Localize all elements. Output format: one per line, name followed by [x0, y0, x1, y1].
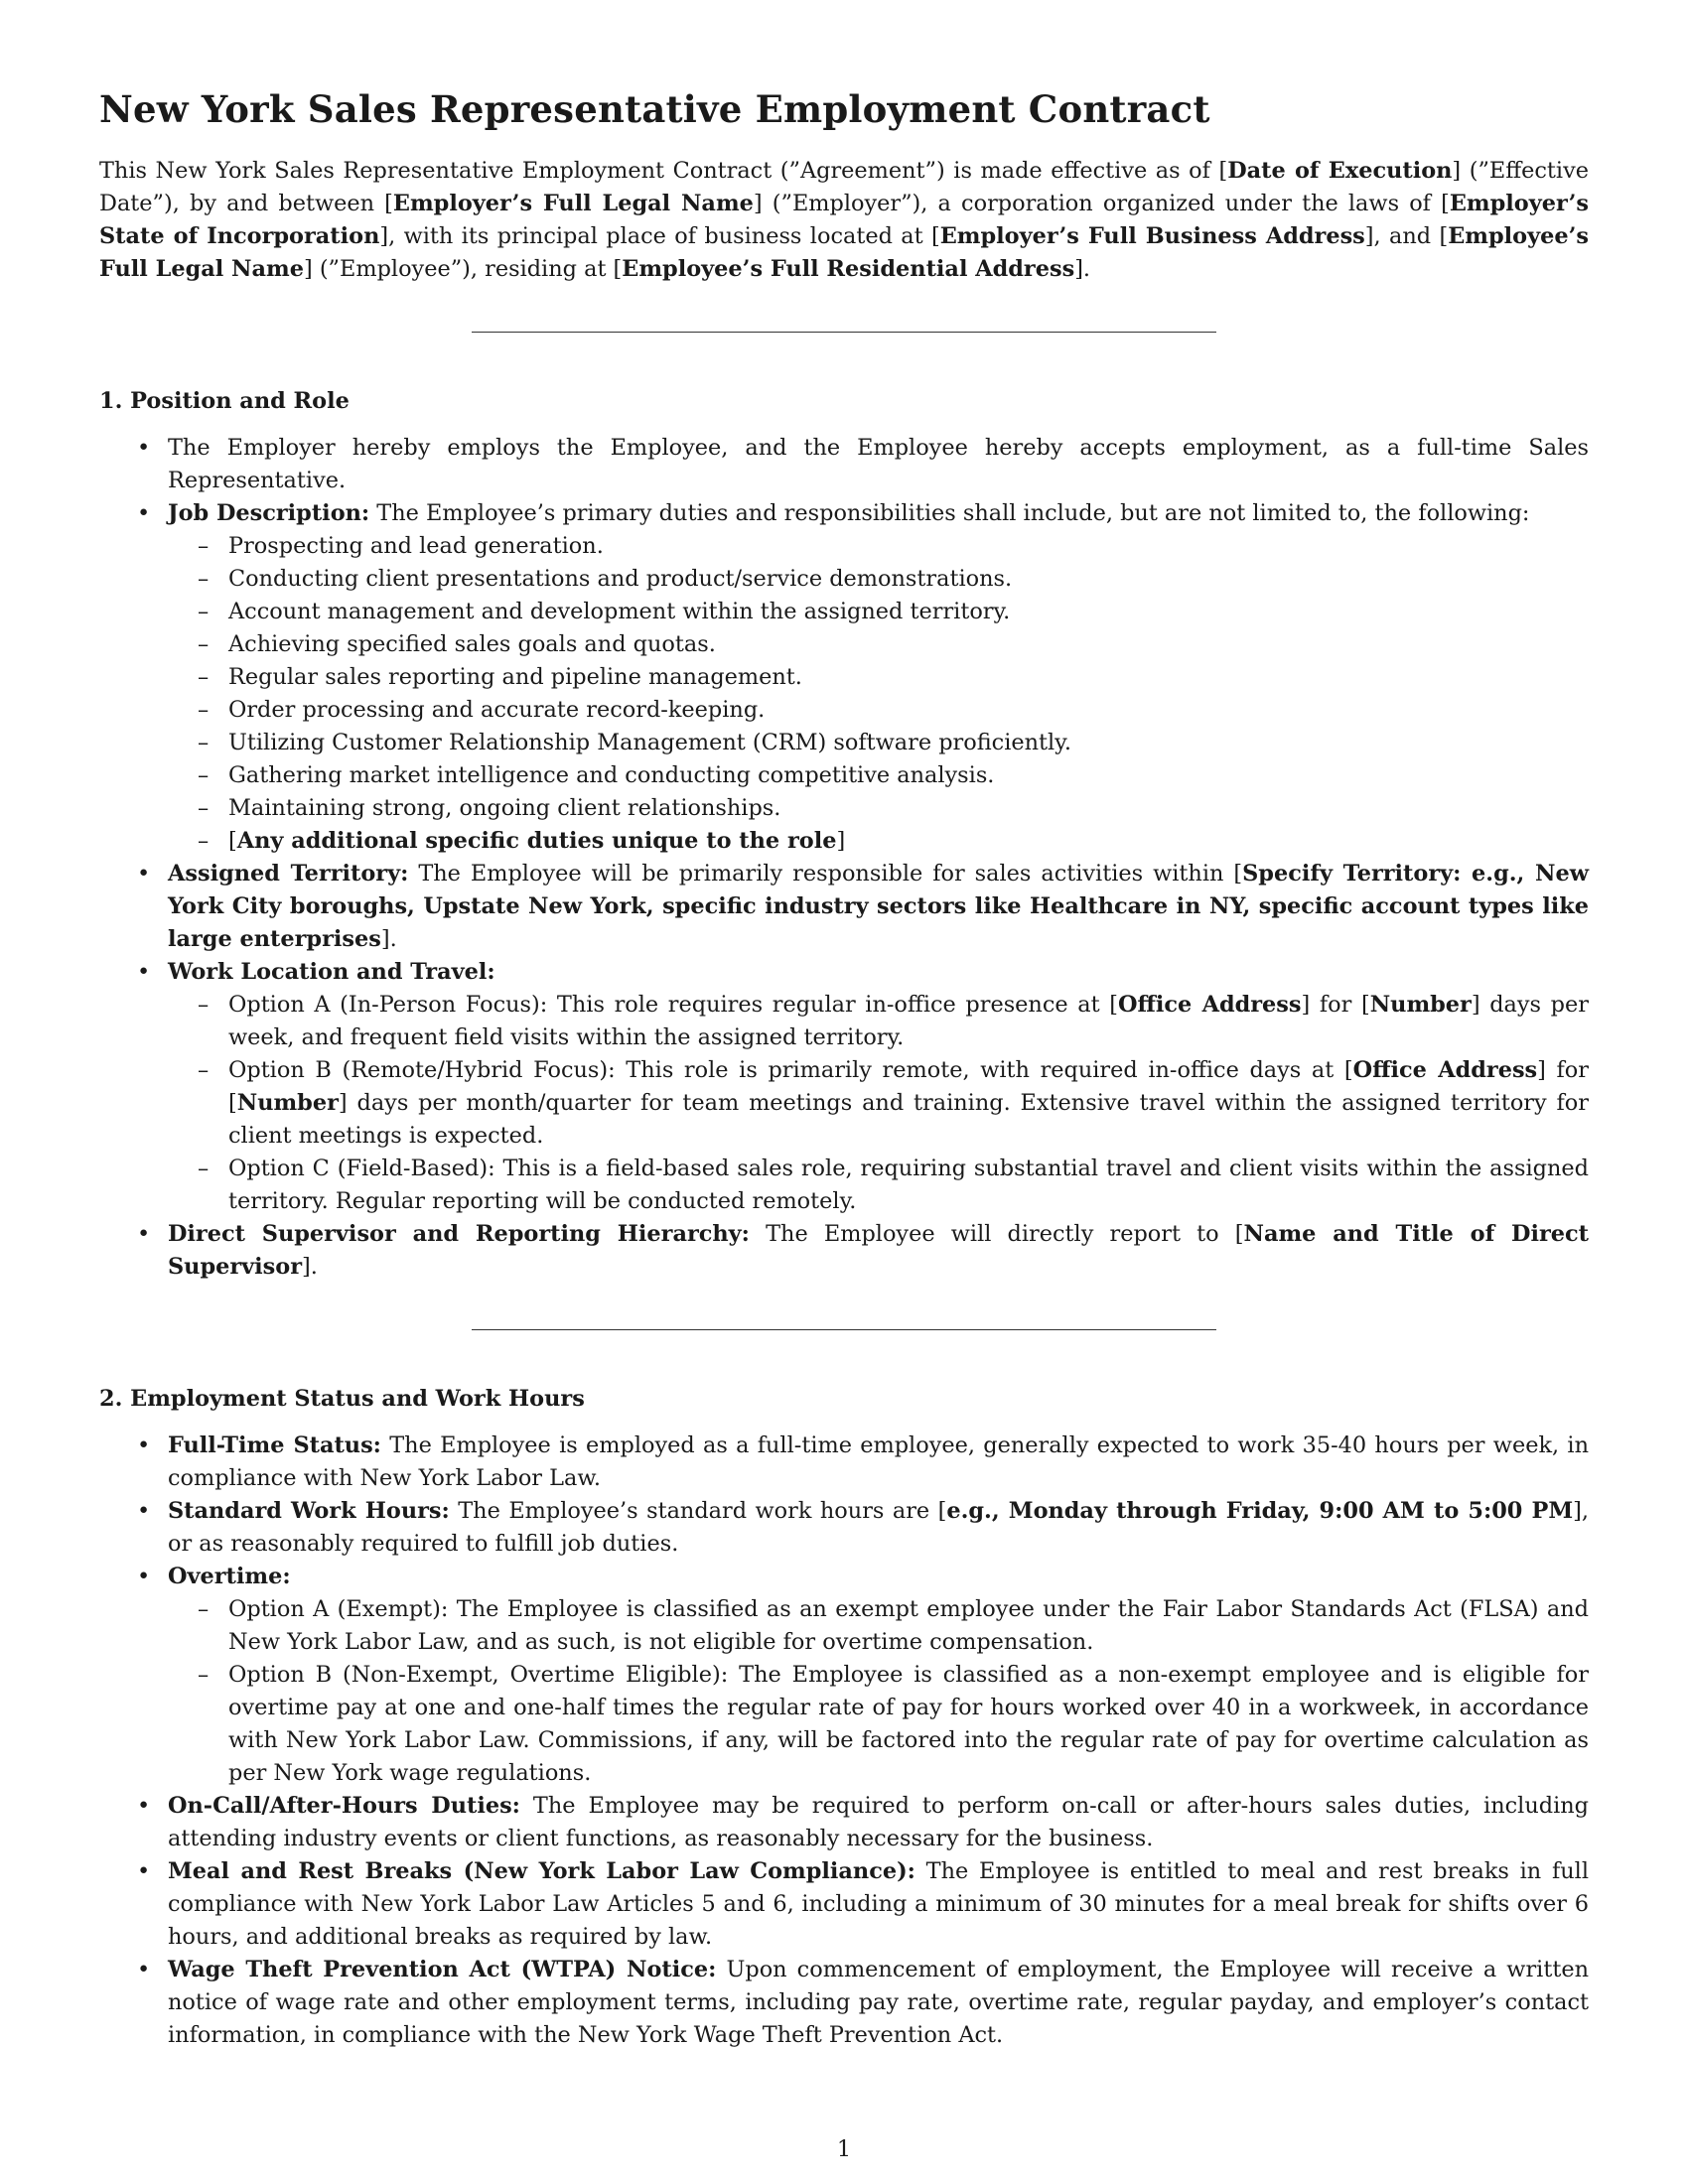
dash-icon: –	[198, 992, 210, 1018]
sub-item	[168, 694, 1589, 727]
section-heading-employment-status: 2. Employment Status and Work Hours	[99, 1386, 585, 1412]
document-page	[99, 87, 1589, 2052]
item-text: The Employee’s standard work hours are [	[449, 1498, 947, 1524]
placeholder-business-address: Employer’s Full Business Address	[939, 223, 1365, 249]
sub-item	[168, 1054, 1589, 1153]
placeholder-territory: Specify Territory: e.g., New York City boroughs, Upstate New York, specific industry sectors like Healthcare in NY, specific account types like large enterprises	[168, 861, 1589, 952]
item-text: Conducting client presentations and product/service demonstrations.	[228, 566, 1013, 592]
overtime-options	[168, 1593, 1589, 1790]
placeholder-additional-duties: Any additional specific duties unique to the role	[236, 828, 837, 854]
item-text: Achieving specified sales goals and quotas.	[228, 631, 716, 657]
bullet-icon: •	[137, 959, 151, 985]
item-label: On-Call/After-Hours Duties:	[168, 1793, 520, 1819]
placeholder-office-address: Office Address	[1352, 1057, 1538, 1083]
dash-icon: –	[198, 1662, 210, 1688]
placeholder-number: Number	[1369, 992, 1472, 1018]
employment-status-list	[99, 1430, 1589, 2052]
dash-icon: –	[198, 664, 210, 690]
placeholder-number: Number	[236, 1090, 339, 1116]
intro-text: ] (”Employee”), residing at [	[303, 256, 623, 282]
intro-text: ], and [	[1364, 223, 1449, 249]
item-text: The Employee is entitled to meal and rest breaks in full compliance with New York Labor Law Articles 5 and 6, including a minimum of 30 minutes for a meal break for shifts over 6 hours, and additional breaks as required by law.	[168, 1858, 1589, 1950]
sub-item: – [Any additional specific duties unique to the role]	[168, 825, 1589, 858]
item-label: Meal and Rest Breaks (New York Labor Law Compliance):	[168, 1858, 915, 1884]
dash-icon: –	[198, 1057, 210, 1083]
document-title: New York Sales Representative Employment Contract	[99, 87, 1210, 131]
sub-item	[168, 1659, 1589, 1790]
item-text: The Employee will be primarily responsible for sales activities within [	[408, 861, 1243, 887]
item-text: ] days per month/quarter for team meetings and training. Extensive travel within the assigned territory for client meetings is expected.	[228, 1090, 1589, 1149]
item-text: The Employee will directly report to [	[749, 1221, 1244, 1247]
dash-icon: –	[198, 533, 210, 559]
item-text: Maintaining strong, ongoing client relationships.	[228, 795, 781, 821]
sub-item	[168, 530, 1589, 563]
item-text: Utilizing Customer Relationship Management (CRM) software proficiently.	[228, 730, 1071, 755]
list-item	[99, 1218, 1589, 1284]
section-heading-position: 1. Position and Role	[99, 388, 350, 414]
item-text: ], or as reasonably required to fulfill job duties.	[168, 1498, 1590, 1557]
dash-icon: –	[198, 730, 210, 755]
bullet-icon: •	[137, 435, 151, 461]
item-label: Direct Supervisor and Reporting Hierarchy:	[168, 1221, 750, 1247]
dash-icon: –	[198, 828, 210, 854]
sub-item	[168, 1593, 1589, 1659]
item-text: Regular sales reporting and pipeline management.	[228, 664, 802, 690]
sub-item	[168, 661, 1589, 694]
item-text: Option C (Field-Based): This is a field-based sales role, requiring substantial travel and client visits within the assigned territory. Regular reporting will be conducted remotely.	[228, 1156, 1589, 1214]
item-text: Order processing and accurate record-keeping.	[228, 697, 766, 723]
item-text: ] for [	[1301, 992, 1370, 1018]
page-number: 1	[836, 2136, 852, 2162]
item-text: Account management and development within the assigned territory.	[228, 599, 1011, 624]
placeholder-employee-name: Employee’s Full Legal Name	[99, 223, 1589, 282]
dash-icon: –	[198, 762, 210, 788]
list-item	[99, 1561, 1589, 1790]
list-item	[99, 497, 1589, 858]
dash-icon: –	[198, 795, 210, 821]
item-label: Job Description:	[168, 500, 370, 526]
list-item	[99, 1954, 1589, 2052]
sub-item	[168, 596, 1589, 628]
intro-text: ].	[1074, 256, 1091, 282]
list-item	[99, 1855, 1589, 1954]
bullet-icon: •	[137, 1957, 151, 1982]
item-text: ].	[302, 1254, 318, 1280]
sub-item	[168, 759, 1589, 792]
item-text: The Employee may be required to perform on-call or after-hours sales duties, including attending industry events or client functions, as reasonably necessary for the business.	[168, 1793, 1589, 1851]
item-label: Wage Theft Prevention Act (WTPA) Notice:	[168, 1957, 717, 1982]
sub-item	[168, 792, 1589, 825]
item-label: Work Location and Travel:	[168, 959, 495, 985]
sub-item	[168, 628, 1589, 661]
item-text: Gathering market intelligence and conducting competitive analysis.	[228, 762, 995, 788]
placeholder-employee-address: Employee’s Full Residential Address	[622, 256, 1075, 282]
item-text: ] days per week, and frequent field visits within the assigned territory.	[228, 992, 1589, 1050]
bullet-icon: •	[137, 1858, 151, 1884]
intro-text: This New York Sales Representative Employment Contract (”Agreement”) is made effective as of [	[99, 158, 1228, 184]
sub-item	[168, 1153, 1589, 1218]
item-text: Upon commencement of employment, the Employee will receive a written notice of wage rate and other employment terms, including pay rate, overtime rate, regular payday, and employer’s contact information, in compliance with the New York Wage Theft Prevention Act.	[168, 1957, 1590, 2048]
position-list	[99, 432, 1589, 1284]
intro-text: ] (”Effective Date”), by and between [	[99, 158, 1589, 216]
bullet-icon: •	[137, 861, 151, 887]
item-label: Assigned Territory:	[168, 861, 409, 887]
placeholder-office-address: Office Address	[1118, 992, 1302, 1018]
sub-item	[168, 563, 1589, 596]
placeholder-date: Date of Execution	[1227, 158, 1453, 184]
item-text: Option B (Remote/Hybrid Focus): This role is primarily remote, with required in-office days at [	[228, 1057, 1353, 1083]
placeholder-supervisor: Name and Title of Direct Supervisor	[168, 1221, 1589, 1280]
item-text: ] for [	[228, 1057, 1589, 1116]
bullet-icon: •	[137, 1564, 151, 1589]
list-item	[99, 956, 1589, 1218]
dash-icon: –	[198, 697, 210, 723]
item-text: The Employee is employed as a full-time employee, generally expected to work 35-40 hours per week, in compliance with New York Labor Law.	[168, 1433, 1589, 1491]
bullet-icon: •	[137, 1793, 151, 1819]
placeholder-work-hours: e.g., Monday through Friday, 9:00 AM to 5:00 PM	[946, 1498, 1574, 1524]
item-text: Option A (In-Person Focus): This role requires regular in-office presence at [	[228, 992, 1118, 1018]
dash-icon: –	[198, 566, 210, 592]
dash-icon: –	[198, 599, 210, 624]
bullet-icon: •	[137, 1498, 151, 1524]
bullet-icon: •	[137, 1221, 151, 1247]
item-label: Standard Work Hours:	[168, 1498, 450, 1524]
section-divider	[472, 1329, 1216, 1330]
item-label: Overtime:	[168, 1564, 291, 1589]
dash-icon: –	[198, 631, 210, 657]
item-text: The Employee’s primary duties and responsibilities shall include, but are not limited to, the following:	[369, 500, 1530, 526]
bullet-icon: •	[137, 1433, 151, 1458]
item-label: Full-Time Status:	[168, 1433, 381, 1458]
placeholder-employer-name: Employer’s Full Legal Name	[392, 191, 754, 216]
item-text: ].	[380, 926, 397, 952]
dash-icon: –	[198, 1156, 210, 1181]
sub-item	[168, 989, 1589, 1054]
intro-text: ], with its principal place of business located at [	[379, 223, 940, 249]
placeholder-employer-state: Employer’s State of Incorporation	[99, 191, 1589, 249]
list-item	[99, 1430, 1589, 1495]
item-text: The Employer hereby employs the Employee, and the Employee hereby accepts employment, as a full-time Sales Representative.	[168, 435, 1589, 493]
bullet-icon: •	[137, 500, 151, 526]
item-text: Option B (Non-Exempt, Overtime Eligible): The Employee is classified as a non-exempt employee and is eligible for overtime pay at one and one-half times the regular rate of pay for hours worked over 40 in a workweek, in accordance with New York Labor Law. Commissions, if any, will be factored into the regular rate of pay for overtime calculation as per New York wage regulations.	[228, 1662, 1589, 1786]
section-divider	[472, 332, 1216, 333]
item-text: Option A (Exempt): The Employee is classified as an exempt employee under the Fair Labor Standards Act (FLSA) and New York Labor Law, and as such, is not eligible for overtime compensation.	[228, 1596, 1589, 1655]
list-item	[99, 432, 1589, 497]
intro-text: ] (”Employer”), a corporation organized under the laws of [	[753, 191, 1450, 216]
work-location-options	[168, 989, 1589, 1218]
list-item	[99, 1790, 1589, 1855]
dash-icon: –	[198, 1596, 210, 1622]
list-item	[99, 1495, 1589, 1561]
item-text: Prospecting and lead generation.	[228, 533, 604, 559]
list-item	[99, 858, 1589, 956]
intro-paragraph	[99, 155, 1589, 286]
duties-list	[168, 530, 1589, 858]
sub-item	[168, 727, 1589, 759]
